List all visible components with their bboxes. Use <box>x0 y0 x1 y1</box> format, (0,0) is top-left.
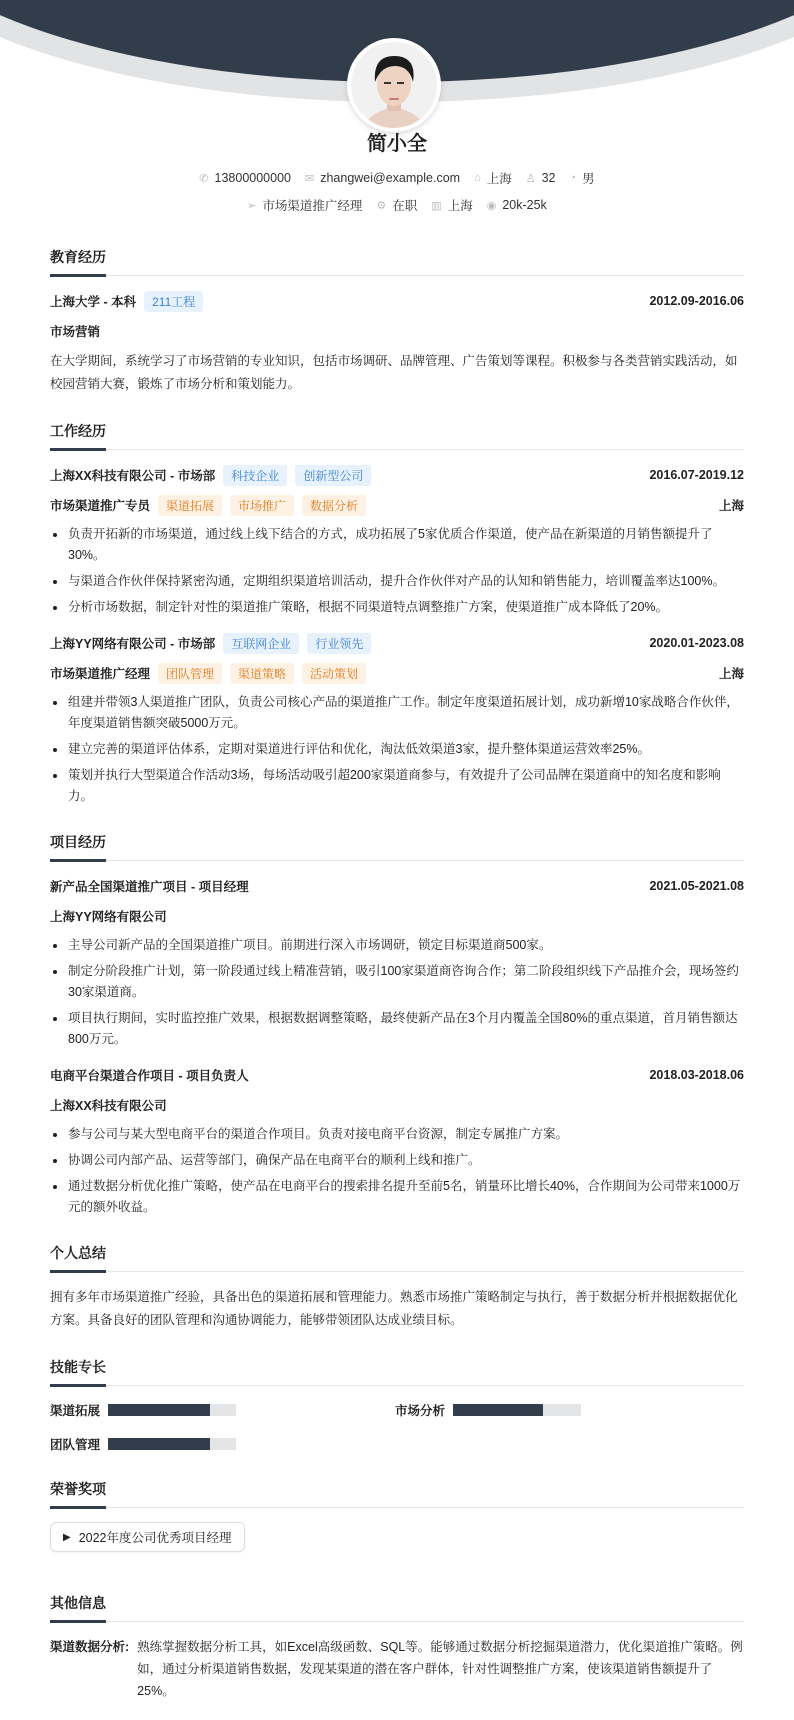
skill-bar <box>453 1404 581 1416</box>
home-icon: ⌂ <box>474 172 481 184</box>
skill-bar <box>108 1404 236 1416</box>
company-row <box>50 464 744 486</box>
project-company-row <box>50 905 744 927</box>
caret-right-icon: ▶ <box>63 1531 71 1543</box>
company-name: 上海XX科技有限公司 - 市场部 <box>50 469 216 483</box>
honor-text: 2022年度公司优秀项目经理 <box>78 1531 232 1545</box>
bullet-item: 参与公司与某大型电商平台的渠道合作项目。负责对接电商平台资源，制定专属推广方案。 <box>50 1124 744 1145</box>
project-company: 上海YY网络有限公司 <box>50 910 167 924</box>
bullet-item: 制定分阶段推广计划，第一阶段通过线上精准营销，吸引100家渠道商咨询合作；第二阶段组织线下产品推介会，现场签约30家渠道商。 <box>50 961 744 1003</box>
bullet-item: 通过数据分析优化推广策略，使产品在电商平台的搜索排名提升至前5名，销量环比增长40%，合作期间为公司带来1000万元的额外收益。 <box>50 1176 744 1218</box>
skill-name: 市场分析 <box>395 1404 446 1418</box>
skills-title: 技能专长 <box>50 1350 744 1386</box>
bullet-item: 协调公司内部产品、运营等部门，确保产品在电商平台的顺利上线和推广。 <box>50 1150 744 1171</box>
bullet-item: 主导公司新产品的全国渠道推广项目。前期进行深入市场调研，锁定目标渠道商500家。 <box>50 935 744 956</box>
bullet-item: 策划并执行大型渠道合作活动3场，每场活动吸引超200家渠道商参与，有效提升了公司品牌在渠道商中的知名度和影响力。 <box>50 765 744 807</box>
candidate-name: 简小全 <box>367 133 427 155</box>
honor-item[interactable] <box>50 1522 245 1552</box>
tag: 渠道策略 <box>230 663 294 684</box>
education-left <box>50 291 203 312</box>
bullet-list <box>50 1124 744 1218</box>
bullet-list <box>50 692 744 807</box>
intent-city: 上海 <box>447 199 473 213</box>
avatar <box>347 38 441 132</box>
summary-text: 拥有多年市场渠道推广经验，具备出色的渠道拓展和管理能力。熟悉市场推广策略制定与执行，善于数据分析并根据数据优化方案。具备良好的团队管理和沟通协调能力，能够带领团队达成业绩目标。 <box>50 1290 738 1327</box>
bullet-list <box>50 935 744 1050</box>
position: 市场渠道推广经理 <box>50 667 151 681</box>
salary-icon: ◉ <box>486 199 497 212</box>
tag: 科技企业 <box>223 465 287 486</box>
other-section <box>50 1586 744 1702</box>
tag: 团队管理 <box>158 663 222 684</box>
bullet-item: 组建并带领3人渠道推广团队，负责公司核心产品的渠道推广工作。制定年度渠道拓展计划，成功新增10家战略合作伙伴，年度渠道销售额突破5000万元。 <box>50 692 744 734</box>
skill-name: 团队管理 <box>50 1438 101 1452</box>
project-row <box>50 1064 744 1086</box>
other-text: 熟练掌握数据分析工具，如Excel高级函数、SQL等。能够通过数据分析挖掘渠道潜力，优化渠道推广策略。例如，通过分析渠道销售数据，发现某渠道的潜在客户群体，针对性调整推广方案，使该渠道销售额提升了25%。 <box>137 1640 743 1698</box>
project-date: 2018.03-2018.06 <box>649 1068 744 1082</box>
age: 32 <box>541 171 556 185</box>
intent-row <box>0 196 794 214</box>
tag: 创新型公司 <box>295 465 371 486</box>
tag: 行业领先 <box>307 633 371 654</box>
resume-body <box>50 240 744 1720</box>
work-date: 2020.01-2023.08 <box>649 636 744 650</box>
tag: 数据分析 <box>302 495 366 516</box>
other-item <box>50 1636 744 1702</box>
gender: 男 <box>582 172 595 186</box>
honors-title: 荣誉奖项 <box>50 1472 744 1508</box>
tag: 市场推广 <box>230 495 294 516</box>
work-city: 上海 <box>718 499 744 513</box>
tag: 活动策划 <box>302 663 366 684</box>
work-section <box>50 414 744 807</box>
education-desc: 在大学期间，系统学习了市场营销的专业知识，包括市场调研、品牌管理、广告策划等课程。积极参与各类营销实践活动，如校园营销大赛，锻炼了市场分析和策划能力。 <box>50 354 738 391</box>
company-left <box>50 465 371 486</box>
education-row <box>50 290 744 312</box>
phone: 13800000000 <box>214 171 291 185</box>
major: 市场营销 <box>50 325 101 339</box>
project-name: 电商平台渠道合作项目 - 项目负责人 <box>50 1069 249 1083</box>
position-row <box>50 662 744 684</box>
city: 上海 <box>486 172 512 186</box>
building-icon: ▥ <box>431 199 442 212</box>
other-label: 渠道数据分析: <box>50 1640 130 1654</box>
company-row <box>50 632 744 654</box>
summary-section <box>50 1236 744 1332</box>
gear-icon: ⚙ <box>376 199 387 212</box>
education-date: 2012.09-2016.06 <box>649 294 744 308</box>
job-status: 在职 <box>392 199 418 213</box>
send-icon: ➢ <box>247 199 257 212</box>
project-date: 2021.05-2021.08 <box>649 879 744 893</box>
tag: 互联网企业 <box>223 633 299 654</box>
company-name: 上海YY网络有限公司 - 市场部 <box>50 637 216 651</box>
skill-bar-fill <box>453 1404 543 1416</box>
phone-icon: ✆ <box>199 172 209 185</box>
work-city: 上海 <box>718 667 744 681</box>
work-date: 2016.07-2019.12 <box>649 468 744 482</box>
project-company: 上海XX科技有限公司 <box>50 1099 167 1113</box>
skill-bar <box>108 1438 236 1450</box>
project-name: 新产品全国渠道推广项目 - 项目经理 <box>50 880 249 894</box>
skill-item <box>395 1400 740 1420</box>
skills-grid <box>50 1400 744 1454</box>
age-icon: ♙ <box>525 172 536 185</box>
work-title: 工作经历 <box>50 414 744 450</box>
summary-title: 个人总结 <box>50 1236 744 1272</box>
company-left <box>50 633 371 654</box>
salary: 20k-25k <box>502 198 547 212</box>
position: 市场渠道推广专员 <box>50 499 151 513</box>
position-left <box>50 495 366 516</box>
education-section <box>50 240 744 396</box>
intent-job: 市场渠道推广经理 <box>262 199 363 213</box>
bullet-item: 负责开拓新的市场渠道，通过线上线下结合的方式，成功拓展了5家优质合作渠道，使产品在新渠道的月销售额提升了30%。 <box>50 524 744 566</box>
bullet-item: 项目执行期间，实时监控推广效果，根据数据调整策略，最终使新产品在3个月内覆盖全国80%的重点渠道，首月销售额达800万元。 <box>50 1008 744 1050</box>
gender-icon: ◔ <box>569 172 577 184</box>
honors-section <box>50 1472 744 1568</box>
bullet-item: 分析市场数据，制定针对性的渠道推广策略，根据不同渠道特点调整推广方案，使渠道推广成本降低了20%。 <box>50 597 744 618</box>
bullet-list <box>50 524 744 618</box>
project-company-row <box>50 1094 744 1116</box>
position-left <box>50 663 366 684</box>
other-title: 其他信息 <box>50 1586 744 1622</box>
skill-bar-fill <box>108 1404 210 1416</box>
avatar-photo <box>351 42 437 128</box>
mail-icon: ✉ <box>305 172 315 185</box>
bullet-item: 与渠道合作伙伴保持紧密沟通，定期组织渠道培训活动，提升合作伙伴对产品的认知和销售能力，培训覆盖率达100%。 <box>50 571 744 592</box>
email: zhangwei@example.com <box>320 171 461 185</box>
skill-item <box>50 1434 395 1454</box>
skill-bar-fill <box>108 1438 210 1450</box>
position-row <box>50 494 744 516</box>
skills-section <box>50 1350 744 1454</box>
bullet-item: 建立完善的渠道评估体系，定期对渠道进行评估和优化，淘汰低效渠道3家，提升整体渠道运营效率25%。 <box>50 739 744 760</box>
school: 上海大学 - 本科 <box>50 295 137 309</box>
education-title: 教育经历 <box>50 240 744 276</box>
projects-section <box>50 825 744 1218</box>
tag: 渠道拓展 <box>158 495 222 516</box>
major-row <box>50 320 744 342</box>
projects-title: 项目经历 <box>50 825 744 861</box>
skill-name: 渠道拓展 <box>50 1404 101 1418</box>
contact-row <box>0 169 794 187</box>
project-row <box>50 875 744 897</box>
skill-item <box>50 1400 395 1420</box>
tag: 211工程 <box>144 291 203 312</box>
